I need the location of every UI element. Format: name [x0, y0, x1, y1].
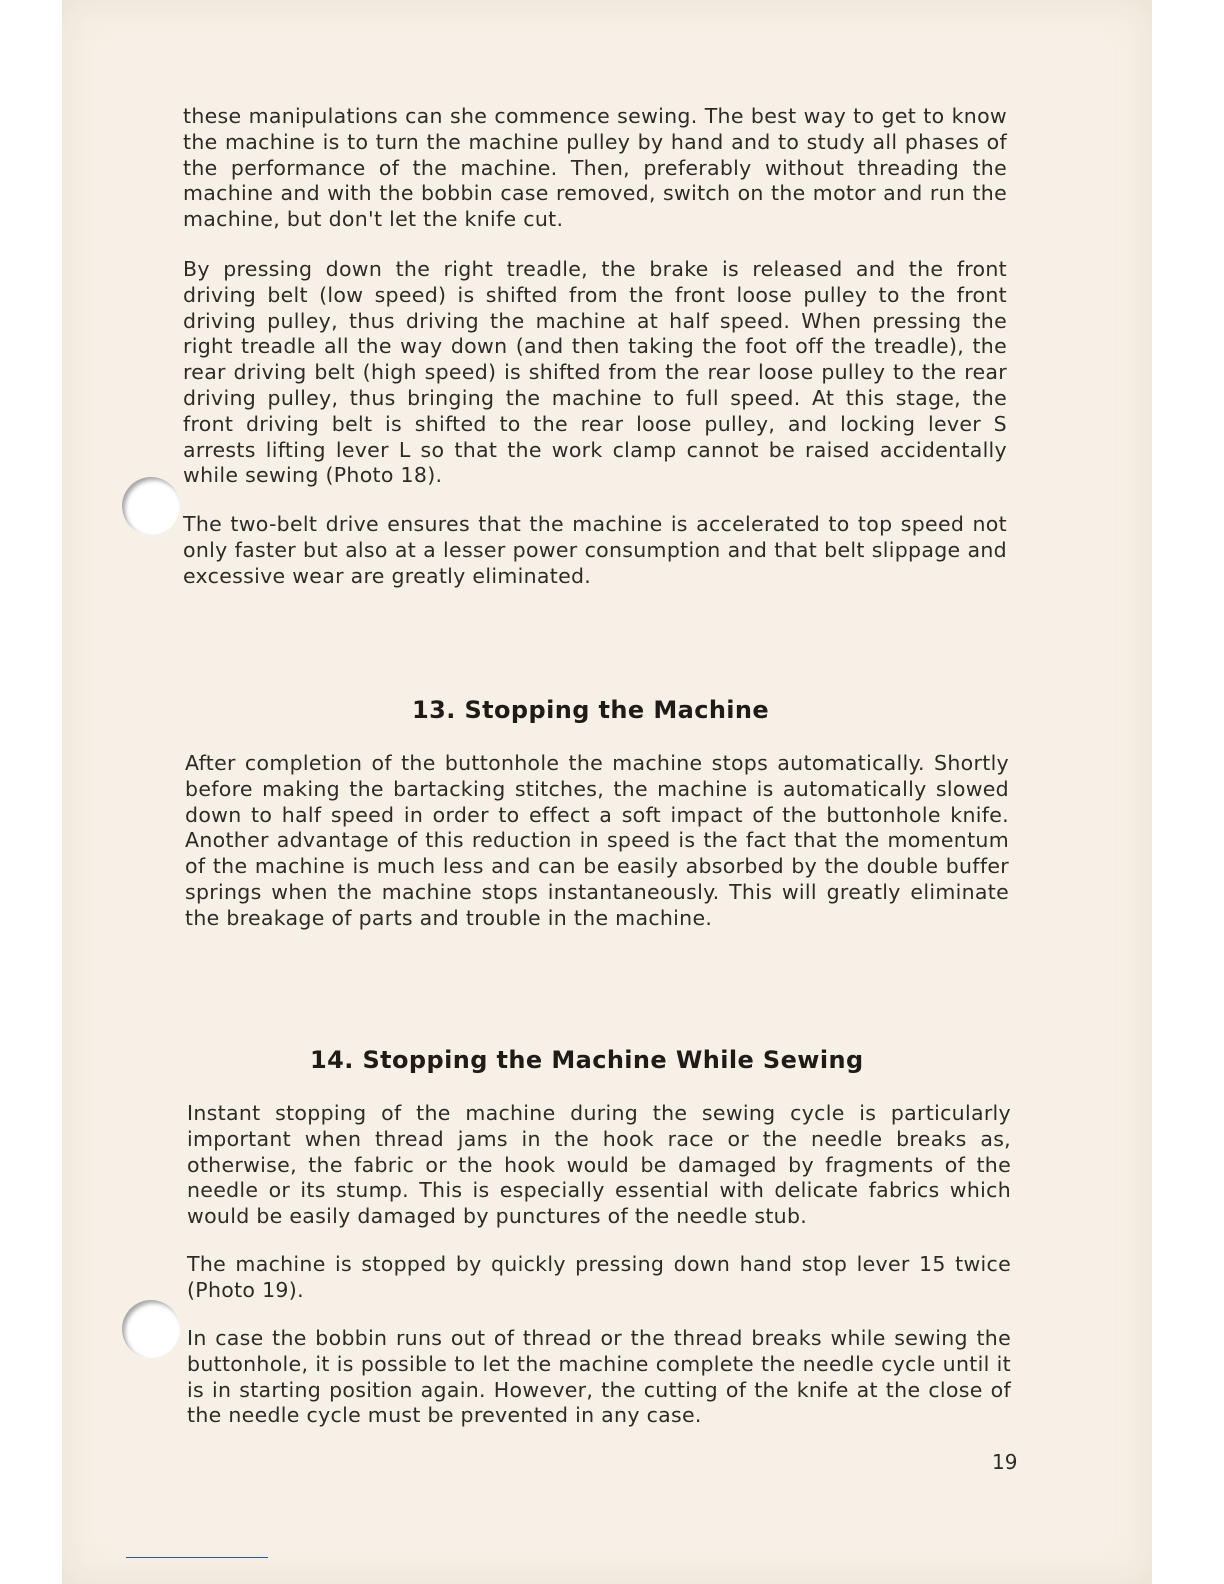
punch-hole-bottom: [122, 1300, 180, 1358]
document-page: [62, 0, 1152, 1584]
paragraph-bobbin-runs-out: In case the bobbin runs out of thread or the thread breaks while sewing the buttonhole, it is possible to let the machine complete the needle cycle until it is in starting position again. However, the cutting of the knife at the close of the needle cycle must be prevented in any case.: [187, 1326, 1011, 1428]
paragraph-instant-stopping: Instant stopping of the machine during the sewing cycle is particularly important when thread jams in the hook race or the needle breaks as, otherwise, the fabric or the hook would be damaged by fragments of the needle or its stump. This is especially essential with delicate fabrics which would be easily damaged by punctures of the needle stub.: [187, 1101, 1011, 1229]
bottom-rule: [126, 1557, 268, 1558]
heading-section-13: 13. Stopping the Machine: [412, 696, 770, 724]
paragraph-two-belt-drive: The two-belt drive ensures that the machine is accelerated to top speed not only faster but also at a lesser power consumption and that belt slippage and excessive wear are greatly eliminated.: [183, 512, 1007, 588]
punch-hole-top: [122, 477, 180, 535]
heading-section-14: 14. Stopping the Machine While Sewing: [310, 1046, 864, 1074]
page-number: 19: [992, 1450, 1018, 1474]
paragraph-hand-stop-lever: The machine is stopped by quickly pressing down hand stop lever 15 twice (Photo 19).: [187, 1252, 1011, 1302]
paragraph-treadle: By pressing down the right treadle, the brake is released and the front driving belt (low speed) is shifted from the front loose pulley to the front driving pulley, thus driving the machine at half speed. When pressing the right treadle all the way down (and then taking the foot off the treadle), the rear driving belt (high speed) is shifted from the rear loose pulley to the rear driving pulley, thus bringing the machine to full speed. At this stage, the front driving belt is shifted to the rear loose pulley, and locking lever S arrests lifting lever L so that the work clamp cannot be raised accidentally while sewing (Photo 18).: [183, 257, 1007, 488]
paragraph-stopping-machine: After completion of the buttonhole the machine stops automatically. Shortly before making the bartacking stitches, the machine is automatically slowed down to half speed in order to effect a soft impact of the buttonhole knife. Another advantage of this reduction in speed is the fact that the momentum of the machine is much less and can be easily absorbed by the double buffer springs when the machine stops instantaneously. This will greatly eliminate the breakage of parts and trouble in the machine.: [185, 751, 1009, 930]
paragraph-intro: these manipulations can she commence sewing. The best way to get to know the machine is to turn the machine pulley by hand and to study all phases of the performance of the machine. Then, preferably without threading the machine and with the bobbin case removed, switch on the motor and run the machine, but don't let the knife cut.: [183, 104, 1007, 232]
